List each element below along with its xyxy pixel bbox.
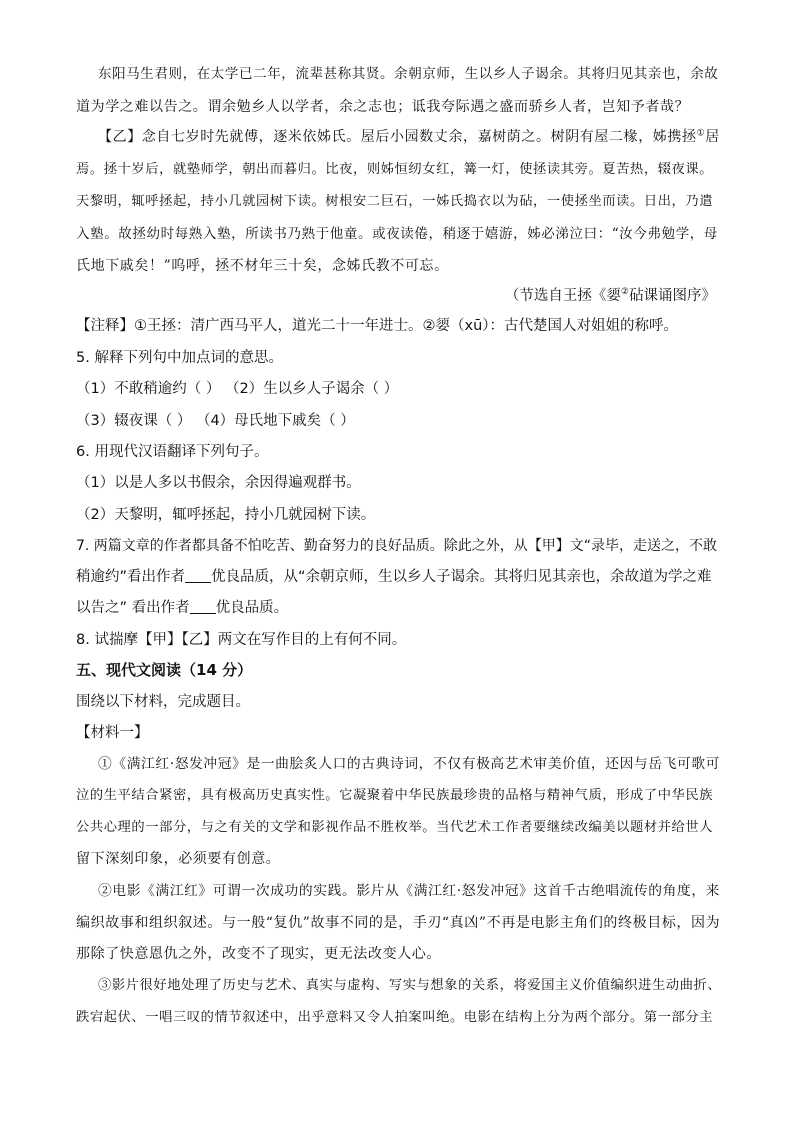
material-p1-line-4: 留下深刻印象，必须要有创意。 — [76, 851, 281, 867]
passage-a-line-1: 东阳马生君则，在太学已二年，流辈甚称其贤。余朝京师，生以乡人子谒余。其将归见其亲也，余故 — [98, 66, 719, 82]
footnote-ref-1: ① — [696, 128, 706, 139]
question-5-items-b: （3）辍夜课（ ） （4）母氏地下戚矣（ ） — [76, 413, 355, 429]
source-text: （节选自王拯《媭 — [504, 288, 621, 304]
passage-b-line-3: 天黎明，辄呼拯起，持小几就园树下读。树根安二巨石，一姊氏捣衣以为砧，一使拯坐而读。日出，乃遣 — [76, 194, 714, 209]
material-p2-line-2: 编织故事和组织叙述。与一般“复仇”故事不同的是，手刃“真凶”不再是电影主角们的终极目标，因为 — [76, 915, 721, 931]
passage-b-line-2: 焉。拯十岁后，就塾师学，朝出而暮归。比夜，则姊恒纫女红，篝一灯，使拯读其旁。夏苦热，辍夜课。 — [76, 162, 714, 177]
material-p2-line-3: 那除了快意恩仇之外，改变不了现实，更无法改变人心。 — [76, 946, 441, 962]
footnote-ref-2: ② — [620, 287, 629, 298]
q7-text-d: 优良品质。 — [215, 600, 289, 616]
passage-a-line-2: 道为学之难以告之。谓余勉乡人以学者，余之志也；诋我夸际遇之盛而骄乡人者，岂知予者哉？ — [76, 99, 690, 115]
passage-b-line-1-text: 【乙】念自七岁时先就傅，逐米依姊氏。屋后小园数丈余，嘉树荫之。树阴有屋二椽，姊携拯 — [98, 129, 697, 145]
passage-b-line-5: 氏地下戚矣！”呜呼，拯不材年三十矣，念姊氏教不可忘。 — [76, 258, 449, 274]
passage-b-line-1-end: 居 — [705, 129, 720, 145]
question-7-line-1: 7. 两篇文章的作者都具备不怕吃苦、勤奋努力的良好品质。除此之外，从【甲】文“录毕，走送之，不敢 — [76, 538, 718, 554]
question-8: 8. 试揣摩【甲】【乙】两文在写作目的上有何不同。 — [76, 632, 407, 648]
material-p1-line-1: ①《满江红·怒发冲冠》是一曲脍炙人口的古典诗词，不仅有极高艺术审美价值，还因与岳飞可歌可 — [98, 756, 721, 772]
q7-text-c: 以告之” 看出作者 — [76, 600, 190, 616]
passage-b-line-4: 入塾。故拯幼时每熟入塾，所读书乃熟于他童。或夜读倦，稍逐于嬉游，姊必涕泣曰：“汝今弗勉学，母 — [76, 226, 718, 242]
material-label: 【材料一】 — [76, 725, 149, 741]
question-6: 6. 用现代汉语翻译下列句子。 — [76, 444, 269, 460]
material-p3-line-1: ③影片很好地处理了历史与艺术、真实与虚构、写实与想象的关系，将爱国主义价值编织进生动曲折、 — [98, 978, 722, 993]
material-p1-line-3: 公共心理的一部分，与之有关的文学和影视作品不胜枚举。当代艺术工作者要继续改编美以题材并给世人 — [76, 820, 714, 835]
source-text-end: 砧课诵图序》 — [629, 288, 716, 304]
material-p3-line-2: 跌宕起伏、一唱三叹的情节叙述中，出乎意料又令人拍案叫绝。电影在结构上分为两个部分。第一部分主 — [76, 1010, 714, 1025]
passage-b-line-1 — [98, 127, 720, 147]
q7-text-a: 稍逾约”看出作者 — [76, 569, 186, 585]
question-5: 5. 解释下列句中加点词的意思。 — [76, 350, 283, 366]
section-instruction: 围绕以下材料，完成题目。 — [76, 694, 250, 710]
question-7-line-2 — [76, 567, 712, 587]
section-heading: 五、现代文阅读（14 分） — [76, 661, 253, 679]
passage-b-source — [505, 286, 716, 306]
question-7-line-3 — [76, 598, 288, 618]
question-6-item-2: （2）天黎明，辄呼拯起，持小几就园树下读。 — [76, 507, 376, 523]
question-6-item-1: （1）以是人多以书假余，余因得遍观群书。 — [76, 475, 361, 491]
question-5-items-a: （1）不敢稍逾约（ ） （2）生以乡人子谒余（ ） — [76, 381, 399, 397]
q7-text-b: 优良品质，从“余朝京师，生以乡人子谒余。其将归见其亲也，余故道为学之难 — [211, 569, 712, 585]
material-p1-line-2: 泣的生平结合紧密，具有极高历史真实性。它凝聚着中华民族最珍贵的品格与精神气质，形成了中华民族 — [76, 788, 714, 803]
answer-blank[interactable] — [190, 599, 216, 614]
material-p2-line-1: ②电影《满江红》可谓一次成功的实践。影片从《满江红·怒发冲冠》这首千古绝唱流传的角度，来 — [98, 883, 721, 899]
answer-blank[interactable] — [185, 568, 211, 583]
notes: 【注释】①王拯：清广西马平人，道光二十一年进士。②媭（xū）：古代楚国人对姐姐的称呼。 — [76, 318, 679, 334]
